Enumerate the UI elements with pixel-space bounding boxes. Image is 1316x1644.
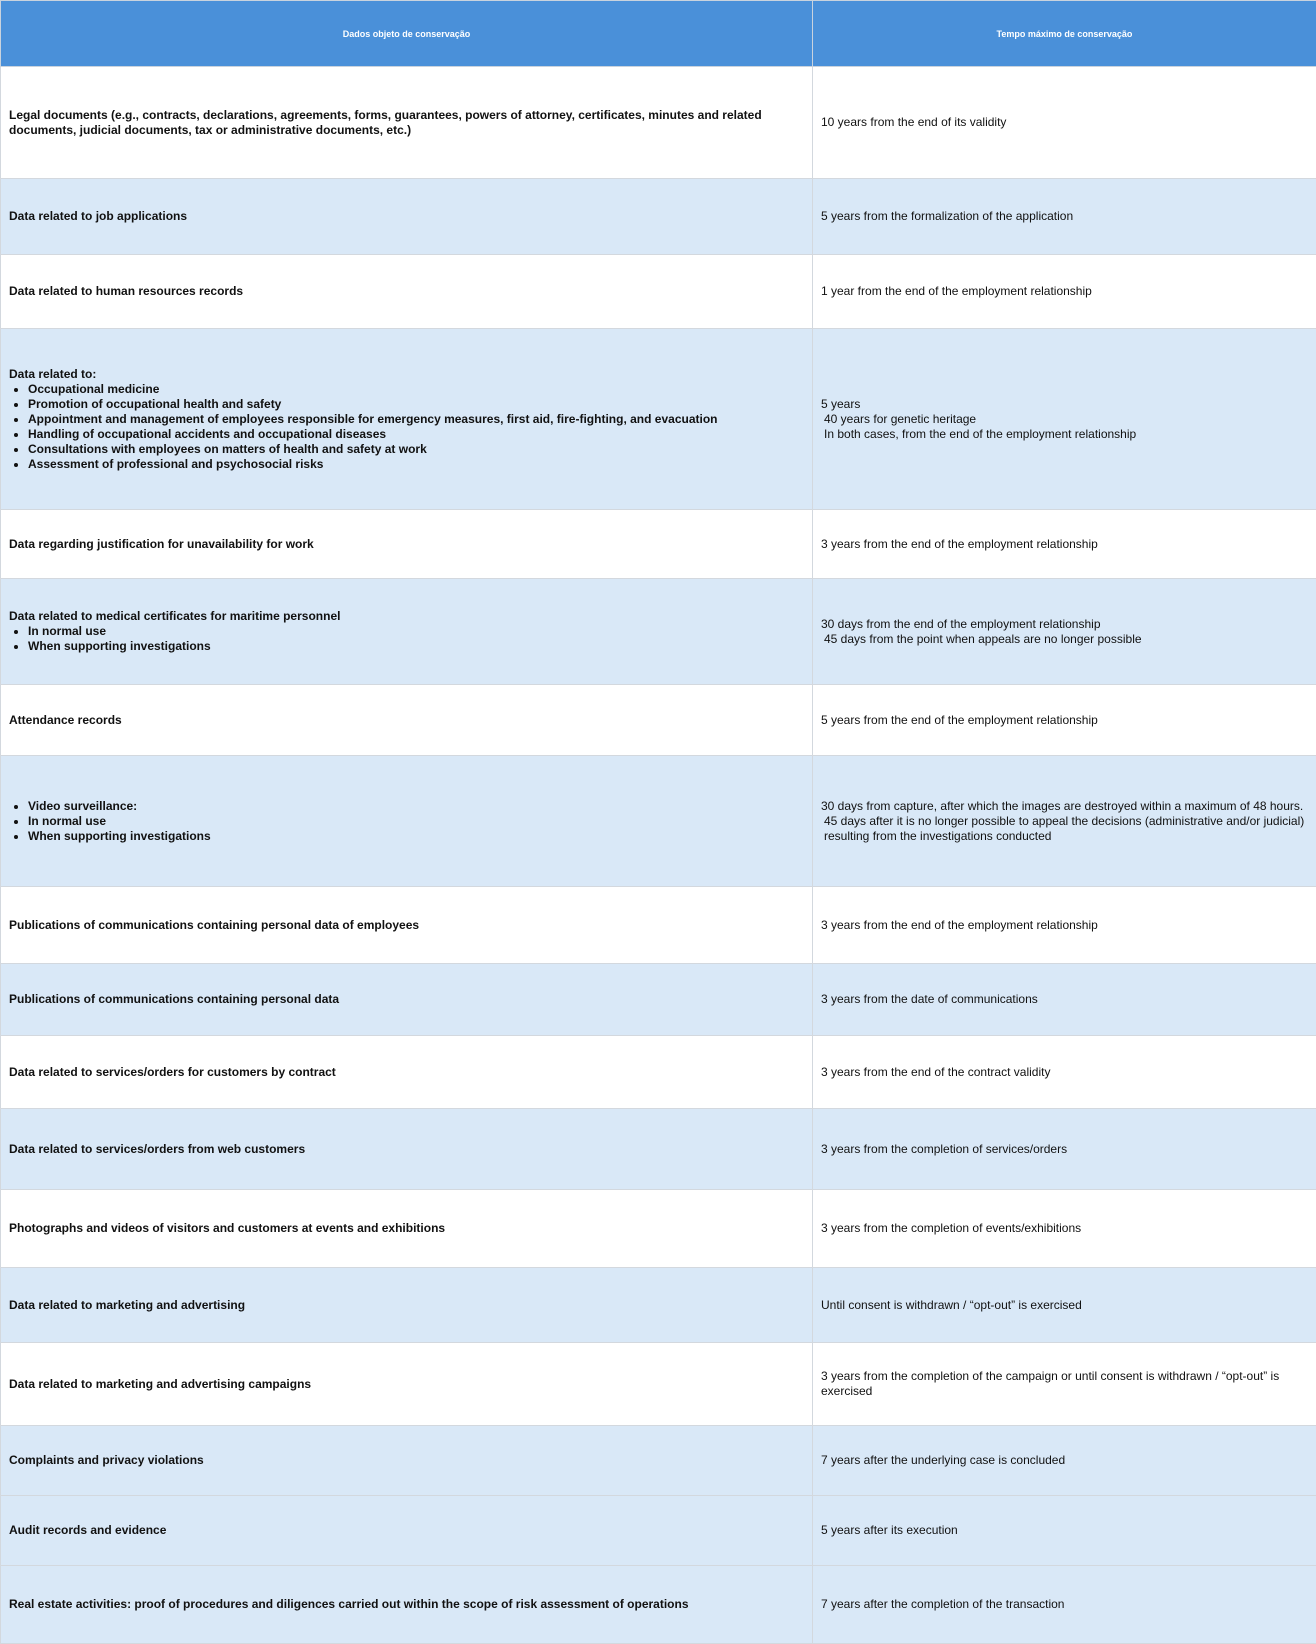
list-item: • When supporting investigations xyxy=(28,829,804,844)
table-row xyxy=(1,685,1316,756)
retention-period-cell: Until consent is withdrawn / “opt-out” is exercised xyxy=(813,1268,1316,1343)
table-row xyxy=(1,67,1316,179)
data-category-cell: Photographs and videos of visitors and customers at events and exhibitions xyxy=(1,1190,813,1268)
list-item: • In normal use xyxy=(28,624,804,639)
list-item: • Occupational medicine xyxy=(28,382,804,397)
data-category-cell: Data related to marketing and advertising campaigns xyxy=(1,1343,813,1426)
table-row xyxy=(1,964,1316,1036)
retention-period-cell: 3 years from the end of the employment relationship xyxy=(813,887,1316,964)
list-item: • In normal use xyxy=(28,814,804,829)
data-category-cell: Data related to services/orders for customers by contract xyxy=(1,1036,813,1109)
data-category-cell: Data related to services/orders from web customers xyxy=(1,1109,813,1190)
table-row xyxy=(1,1566,1316,1644)
retention-line: 30 days from capture, after which the images are destroyed within a maximum of 48 hours. xyxy=(821,798,1304,813)
data-category-label: Data related to: xyxy=(9,366,97,381)
data-category-cell xyxy=(1,756,813,887)
data-category-cell: Publications of communications containing personal data xyxy=(1,964,813,1036)
table-row xyxy=(1,1496,1316,1566)
retention-period-cell xyxy=(813,756,1316,887)
table-row xyxy=(1,1190,1316,1268)
retention-period-cell: 5 years after its execution xyxy=(813,1496,1316,1566)
list-item: • Video surveillance: xyxy=(28,799,804,814)
retention-period-cell: 3 years from the end of the employment relationship xyxy=(813,510,1316,579)
data-category-cell: Data regarding justification for unavailability for work xyxy=(1,510,813,579)
table-row xyxy=(1,756,1316,887)
list-item: • Promotion of occupational health and safety xyxy=(28,397,804,412)
data-category-cell: Data related to job applications xyxy=(1,179,813,255)
data-category-list xyxy=(9,799,804,844)
data-category-label: Data related to medical certificates for maritime personnel xyxy=(9,609,341,623)
data-category-cell: Data related to human resources records xyxy=(1,255,813,329)
data-category-list xyxy=(9,382,804,472)
retention-period-cell: 10 years from the end of its validity xyxy=(813,67,1316,179)
table-row xyxy=(1,255,1316,329)
table-row xyxy=(1,1426,1316,1496)
retention-line: 30 days from the end of the employment relationship xyxy=(821,616,1101,631)
list-item: • When supporting investigations xyxy=(28,639,804,654)
retention-line: 40 years for genetic heritage xyxy=(824,411,977,426)
retention-period-cell: 3 years from the completion of the campaign or until consent is withdrawn / “opt-out” is exercised xyxy=(813,1343,1316,1426)
retention-line: 45 days after it is no longer possible to appeal the decisions (administrative and/or judicial) resulting from the investigations conducted xyxy=(824,813,1305,843)
retention-period-cell: 1 year from the end of the employment relationship xyxy=(813,255,1316,329)
table-row xyxy=(1,1109,1316,1190)
header-retention-column: Tempo máximo de conservação xyxy=(813,1,1316,67)
retention-line: 45 days from the point when appeals are no longer possible xyxy=(824,631,1142,646)
retention-period-cell: 3 years from the end of the contract validity xyxy=(813,1036,1316,1109)
list-item: • Consultations with employees on matters of health and safety at work xyxy=(28,442,804,457)
retention-period-cell xyxy=(813,329,1316,510)
retention-period-cell: 7 years after the underlying case is concluded xyxy=(813,1426,1316,1496)
list-item: • Appointment and management of employees responsible for emergency measures, first aid, fire-fighting, and evacuation xyxy=(28,412,804,427)
data-category-cell: Attendance records xyxy=(1,685,813,756)
data-category-list xyxy=(9,624,804,654)
retention-period-cell xyxy=(813,579,1316,685)
retention-period-cell: 3 years from the completion of events/exhibitions xyxy=(813,1190,1316,1268)
retention-line: 5 years xyxy=(821,396,861,411)
list-item: • Handling of occupational accidents and occupational diseases xyxy=(28,427,804,442)
retention-period-cell: 7 years after the completion of the transaction xyxy=(813,1566,1316,1644)
data-category-cell: Complaints and privacy violations xyxy=(1,1426,813,1496)
retention-period-cell: 5 years from the formalization of the application xyxy=(813,179,1316,255)
retention-period-cell: 5 years from the end of the employment relationship xyxy=(813,685,1316,756)
table-row xyxy=(1,887,1316,964)
data-category-cell xyxy=(1,329,813,510)
table-row xyxy=(1,179,1316,255)
data-category-cell: Legal documents (e.g., contracts, declarations, agreements, forms, guarantees, powers of attorney, certificates, minutes and related documents, judicial documents, tax or administrative documents, etc.) xyxy=(1,67,813,179)
data-category-cell: Real estate activities: proof of procedures and diligences carried out within the scope of risk assessment of operations xyxy=(1,1566,813,1644)
table-row xyxy=(1,579,1316,685)
table-row xyxy=(1,1268,1316,1343)
data-category-cell: Data related to marketing and advertising xyxy=(1,1268,813,1343)
list-item: • Assessment of professional and psychosocial risks xyxy=(28,457,804,472)
retention-period-cell: 3 years from the completion of services/orders xyxy=(813,1109,1316,1190)
data-category-cell: Publications of communications containing personal data of employees xyxy=(1,887,813,964)
table-row xyxy=(1,329,1316,510)
data-category-cell xyxy=(1,579,813,685)
header-data-column: Dados objeto de conservação xyxy=(1,1,813,67)
header-row xyxy=(1,1,1316,67)
data-category-cell: Audit records and evidence xyxy=(1,1496,813,1566)
retention-line: In both cases, from the end of the employment relationship xyxy=(824,426,1137,441)
retention-period-cell: 3 years from the date of communications xyxy=(813,964,1316,1036)
table-row xyxy=(1,510,1316,579)
table-row xyxy=(1,1036,1316,1109)
table-row xyxy=(1,1343,1316,1426)
